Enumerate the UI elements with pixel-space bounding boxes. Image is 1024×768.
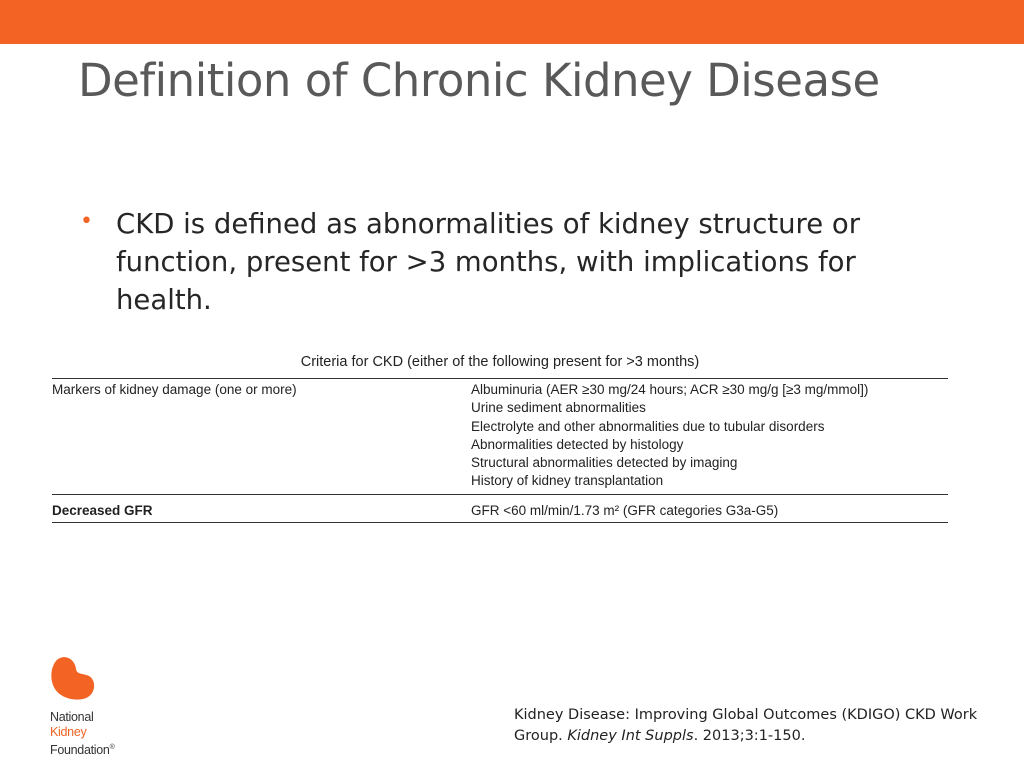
ckd-criteria-table (52, 352, 948, 523)
table-row (52, 495, 948, 522)
bullet-dot-icon: • (80, 209, 93, 234)
citation-text: Kidney Disease: Improving Global Outcomes (KDIGO) CKD Work Group. (514, 707, 978, 744)
bullet-point (78, 205, 878, 319)
nkf-logo (50, 656, 140, 758)
slide-title: Definition of Chronic Kidney Disease (78, 54, 880, 107)
criterion-item: Electrolyte and other abnormalities due to tubular disorders (471, 418, 825, 434)
criterion-item: Urine sediment abnormalities (471, 400, 646, 416)
criterion-item: Albuminuria (AER ≥30 mg/24 hours; ACR ≥30 mg/g [≥3 mg/mmol]) (471, 382, 869, 397)
row-label-markers: Markers of kidney damage (one or more) (52, 382, 297, 397)
table-caption: Criteria for CKD (either of the following present for >3 months) (300, 354, 700, 370)
citation (514, 705, 1014, 747)
criterion-item: GFR <60 ml/min/1.73 m² (GFR categories G3a-G5) (471, 502, 779, 518)
table-bottom-rule (52, 522, 948, 523)
citation-details: . 2013;3:1-150. (693, 728, 806, 744)
row-items-gfr (471, 502, 948, 520)
logo-line-kidney: Kidney (50, 725, 87, 739)
logo-wordmark (50, 710, 140, 758)
criterion-item: Structural abnormalities detected by imaging (471, 455, 738, 471)
criterion-item: History of kidney transplantation (471, 473, 664, 489)
logo-line-national: National (50, 710, 94, 724)
row-label-gfr: Decreased GFR (52, 502, 153, 518)
registered-mark: ® (109, 744, 115, 751)
bullet-text: CKD is defined as abnormalities of kidney structure or function, present for >3 months, with implications for health. (116, 208, 861, 316)
logo-foundation-text: Foundation (50, 743, 110, 758)
row-items-markers (471, 381, 948, 491)
logo-line-foundation (50, 740, 140, 758)
top-accent-bar (0, 0, 1024, 44)
citation-journal: Kidney Int Suppls (567, 728, 694, 744)
table-row (52, 379, 948, 494)
criterion-item: Abnormalities detected by histology (471, 436, 684, 452)
kidney-logo-icon (50, 656, 96, 700)
